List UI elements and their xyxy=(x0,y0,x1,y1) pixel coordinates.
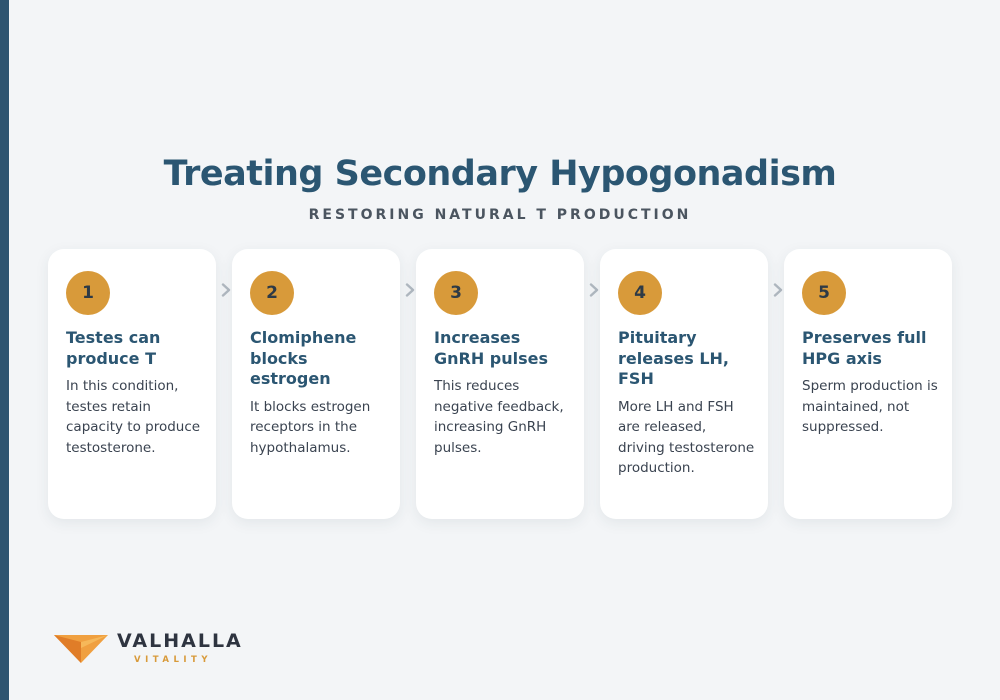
step-title: Testes can produce T xyxy=(66,328,161,368)
step-number-badge: 1 xyxy=(66,271,110,315)
step-number-badge: 4 xyxy=(618,271,662,315)
step-description: More LH and FSH are released, driving testosterone production. xyxy=(618,398,755,476)
step-number-badge: 3 xyxy=(434,271,478,315)
chevron-right-icon xyxy=(404,283,416,297)
page-title: Treating Secondary Hypogonadism xyxy=(163,154,837,194)
chevron-right-icon xyxy=(588,283,600,297)
step-number-badge: 2 xyxy=(250,271,294,315)
step-title: Clomiphene blocks estrogen xyxy=(250,328,357,388)
step-card-2 xyxy=(232,249,400,519)
brand-tagline: VITALITY xyxy=(134,655,212,665)
step-number-badge: 5 xyxy=(802,271,846,315)
step-card-1 xyxy=(48,249,216,519)
brand-logo xyxy=(54,630,254,670)
step-title: Increases GnRH pulses xyxy=(434,328,549,368)
step-card-5 xyxy=(784,249,952,519)
valhalla-logo-icon xyxy=(54,632,108,664)
chevron-right-icon xyxy=(220,283,232,297)
chevron-right-icon xyxy=(772,283,784,297)
page-subtitle: RESTORING NATURAL T PRODUCTION xyxy=(308,207,692,223)
step-card-3 xyxy=(416,249,584,519)
step-card-4 xyxy=(600,249,768,519)
step-description: This reduces negative feedback, increasing GnRH pulses. xyxy=(434,378,564,456)
step-description: Sperm production is maintained, not suppressed. xyxy=(802,378,938,435)
step-title: Preserves full HPG axis xyxy=(802,328,927,368)
brand-name: VALHALLA xyxy=(117,630,243,652)
step-title: Pituitary releases LH, FSH xyxy=(618,328,730,388)
left-accent-bar xyxy=(0,0,9,700)
step-description: In this condition, testes retain capacity to produce testosterone. xyxy=(66,378,201,456)
steps-flow xyxy=(48,249,952,519)
step-description: It blocks estrogen receptors in the hypothalamus. xyxy=(250,398,371,456)
